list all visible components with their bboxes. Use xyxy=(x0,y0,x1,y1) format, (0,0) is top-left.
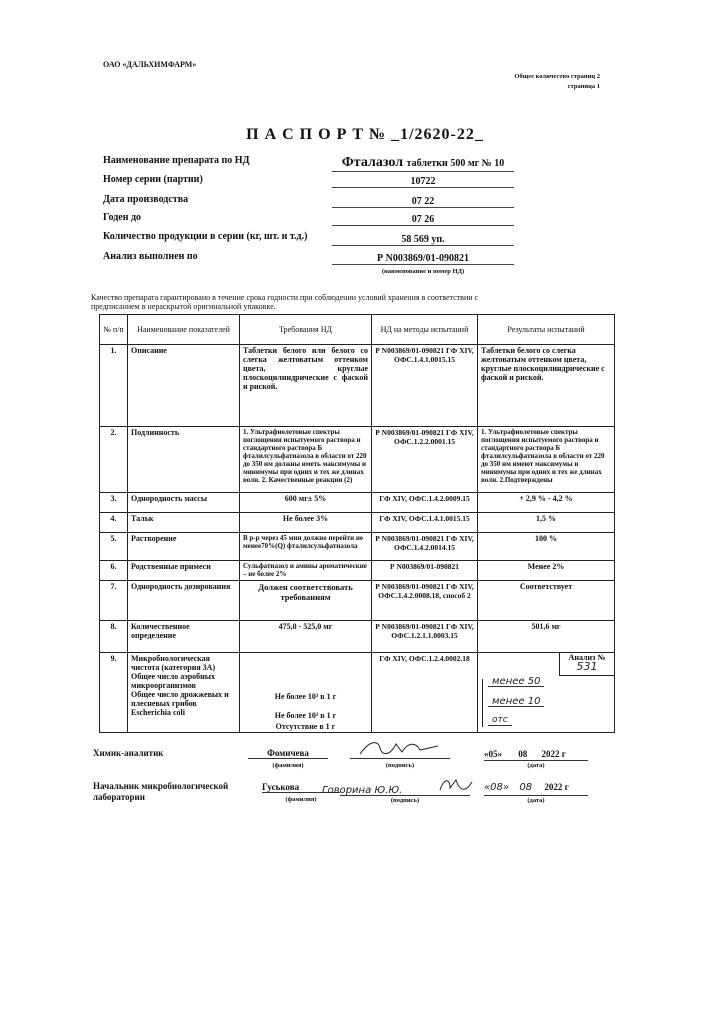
row-result: Менее 2% xyxy=(478,561,615,581)
drug-form: таблетки 500 мг № 10 xyxy=(406,158,505,169)
expiry-value: 07 26 xyxy=(332,214,514,226)
total-pages: Общее количество страниц 2 xyxy=(514,73,600,80)
table-row xyxy=(100,513,615,533)
row-number: 8. xyxy=(100,621,128,653)
quantity-label: Количество продукции в серии (кг, шт. и т.д.) xyxy=(103,231,308,242)
analysis-note: (наименование и номер НД) xyxy=(381,268,465,275)
analysis-label: Анализ выполнен по xyxy=(103,251,198,262)
table-row xyxy=(100,581,615,621)
head-sign-caption: (подпись) xyxy=(390,797,420,804)
handwritten-aerobic: менее 50 xyxy=(488,677,544,687)
row-method: Р N003869/01-090821 ГФ XIV, ОФС.1.2.1.1.0003.15 xyxy=(372,621,478,653)
row-number: 7. xyxy=(100,581,128,621)
row-requirement: Сульфатиазол и амины ароматические – не более 2% xyxy=(240,561,372,581)
handwritten-ecoli: отс xyxy=(488,716,512,726)
head-date-caption: (дата) xyxy=(527,797,545,804)
head-sign-line xyxy=(340,795,470,796)
row-result: Таблетки белого со слегка желтоватым оттенком цвета, круглые плоскоцилиндрические с фаской и риской. xyxy=(478,345,615,427)
row-number: 9. xyxy=(100,653,128,733)
row-number: 4. xyxy=(100,513,128,533)
date-value: 07 22 xyxy=(332,196,514,208)
chemist-name: Фомичева xyxy=(248,748,328,759)
micro-yeast: Общее число дрожжевых и плесневых грибов xyxy=(131,690,229,708)
chemist-signature xyxy=(350,738,450,759)
page-count xyxy=(514,72,600,92)
row-indicator: Растворение xyxy=(128,533,240,561)
head-role: Начальник микробиологической лаборатории xyxy=(93,781,229,802)
col-header-requirements: Требования НД xyxy=(240,315,372,345)
chemist-role: Химик-аналитик xyxy=(93,748,164,758)
col-header-number: № п/п xyxy=(100,315,128,345)
test-results-table xyxy=(99,314,615,733)
row-number: 3. xyxy=(100,493,128,513)
row-requirement: 475,0 - 525,0 мг xyxy=(240,621,372,653)
row-method: ГФ XIV, ОФС.1.4.2.0009.15 xyxy=(372,493,478,513)
table-row xyxy=(100,621,615,653)
date-label: Дата производства xyxy=(103,194,189,205)
row-method: Р N003869/01-090821 ГФ XIV, ОФС.1.4.1.0015.15 xyxy=(372,345,478,427)
head-date-day: «08» xyxy=(484,782,510,793)
row-indicator: Описание xyxy=(128,345,240,427)
micro-aerobic: Общее число аэробных микроорганизмов xyxy=(131,672,215,690)
row-method: Р N003869/01-090821 ГФ XIV, ОФС.1.4.2.0008.18, способ 2 xyxy=(372,581,478,621)
col-header-methods: НД на методы испытаний xyxy=(372,315,478,345)
row-number: 5. xyxy=(100,533,128,561)
row-result: Соответствует xyxy=(478,581,615,621)
row-result: + 2,9 % - 4,2 % xyxy=(478,493,615,513)
row-requirement: 600 мг± 5% xyxy=(240,493,372,513)
result-bracket xyxy=(482,679,483,727)
chemist-date-year: 2022 г xyxy=(541,749,566,759)
table-row-microbiology xyxy=(100,653,615,733)
row-requirement: Должен соответствовать требованиям xyxy=(240,581,372,621)
row-result: 1,5 % xyxy=(478,513,615,533)
chemist-date xyxy=(484,749,588,759)
table-row xyxy=(100,493,615,513)
row-requirement: Не более 3% xyxy=(240,513,372,533)
row-indicator: Однородность дозирования xyxy=(128,581,240,621)
head-date-month: 08 xyxy=(519,782,533,793)
name-label: Наименование препарата по НД xyxy=(103,155,250,166)
analysis-number-box xyxy=(559,653,614,676)
table-row xyxy=(100,345,615,427)
row-requirement: Таблетки белого или белого со слегка желтоватым оттенком цвета, круглые плоскоцилиндрические с фаской и риской. xyxy=(240,345,372,427)
row-number: 2. xyxy=(100,427,128,493)
table-row xyxy=(100,533,615,561)
row-indicator: Подлинность xyxy=(128,427,240,493)
row-method: ГФ XIV, ОФС.1.2.4.0002.18 xyxy=(372,653,478,733)
row-requirement: 1. Ультрафиолетовые спектры поглощения испытуемого раствора и стандартного раствора Б фталилсульфатиазола в области от 220 до 350 нм должны иметь максимумы и минимумы при одних и тех же длинах волн. 2. Качественные реакции (2) xyxy=(240,427,372,493)
row-method: ГФ XIV, ОФС.1.4.1.0015.15 xyxy=(372,513,478,533)
chemist-date-caption: (дата) xyxy=(527,762,545,769)
col-header-indicator: Наименование показателей xyxy=(128,315,240,345)
req-ecoli: Отсутствие в 1 г xyxy=(275,722,336,731)
analysis-number-label: Анализ № xyxy=(568,653,606,662)
micro-ecoli: Escherichia coli xyxy=(131,708,185,717)
head-handwritten-name: Говорина Ю.Ю. xyxy=(322,785,403,796)
company-name: ОАО «ДАЛЬХИМФАРМ» xyxy=(103,60,197,69)
chemist-date-day: «05» xyxy=(484,749,502,759)
quantity-value: 58 569 уп. xyxy=(332,234,514,246)
row-requirement xyxy=(240,653,372,733)
analysis-number-value: 531 xyxy=(576,660,598,673)
head-signature xyxy=(436,776,476,796)
table-row xyxy=(100,561,615,581)
chemist-name-caption: (фамилия) xyxy=(272,762,304,769)
row-indicator xyxy=(128,653,240,733)
name-value xyxy=(332,155,514,172)
row-method: Р N003869/01-090821 ГФ XIV, ОФС.1.2.2.0001.15 xyxy=(372,427,478,493)
page-number: страница 1 xyxy=(567,83,600,90)
row-method: Р N003869/01-090821 ГФ XIV, ОФС.1.4.2.0014.15 xyxy=(372,533,478,561)
series-value: 10722 xyxy=(332,176,514,188)
head-name-caption: (фамилия) xyxy=(285,796,317,803)
req-yeast: Не более 10² в 1 г xyxy=(274,711,337,720)
passport-number: _1/2620-22_ xyxy=(391,126,484,143)
handwritten-yeast: менее 10 xyxy=(488,697,544,707)
head-name: Гуськова xyxy=(262,782,340,793)
req-aerobic: Не более 10³ в 1 г xyxy=(274,692,337,701)
drug-name: Фталазол xyxy=(341,155,404,170)
chemist-date-line xyxy=(484,760,588,761)
table-header-row xyxy=(100,315,615,345)
row-indicator: Тальк xyxy=(128,513,240,533)
row-indicator: Родственные примеси xyxy=(128,561,240,581)
row-indicator: Однородность массы xyxy=(128,493,240,513)
row-method: Р N003869/01-090821 xyxy=(372,561,478,581)
expiry-label: Годен до xyxy=(103,212,142,223)
micro-title: Микробиологическая чистота (категория 3А) xyxy=(131,654,216,672)
head-date-year: 2022 г xyxy=(544,782,569,792)
chemist-date-month: 08 xyxy=(518,749,528,759)
row-result: 100 % xyxy=(478,533,615,561)
col-header-results: Результаты испытаний xyxy=(478,315,615,345)
head-date xyxy=(484,782,588,793)
table-row xyxy=(100,427,615,493)
chemist-sign-caption: (подпись) xyxy=(385,762,415,769)
row-requirement: В р-р через 45 мин должно перейти не менее70%(Q) фталилсульфатиазола xyxy=(240,533,372,561)
row-result xyxy=(478,653,615,733)
title-prefix: П А С П О Р Т № xyxy=(246,126,387,143)
quality-guarantee: Качество препарата гарантировано в течение срока годности при соблюдении условий хранения в соответствии с предписанием в нераскрытой оригинальной упаковке. xyxy=(91,293,479,311)
head-date-line xyxy=(484,795,588,796)
row-number: 6. xyxy=(100,561,128,581)
analysis-value: Р N003869/01-090821 xyxy=(332,253,514,265)
row-result: 501,6 мг xyxy=(478,621,615,653)
row-result: 1. Ультрафиолетовые спектры поглощения испытуемого раствора и стандартного раствора Б фталилсульфатиазола в области от 220 до 350 нм имеют максимумы и минимумы при одних и тех же длинах волн. 2.Подтверждены xyxy=(478,427,615,493)
row-indicator: Количественное определение xyxy=(128,621,240,653)
row-number: 1. xyxy=(100,345,128,427)
series-label: Номер серии (партии) xyxy=(103,174,203,185)
document-title xyxy=(0,126,720,144)
